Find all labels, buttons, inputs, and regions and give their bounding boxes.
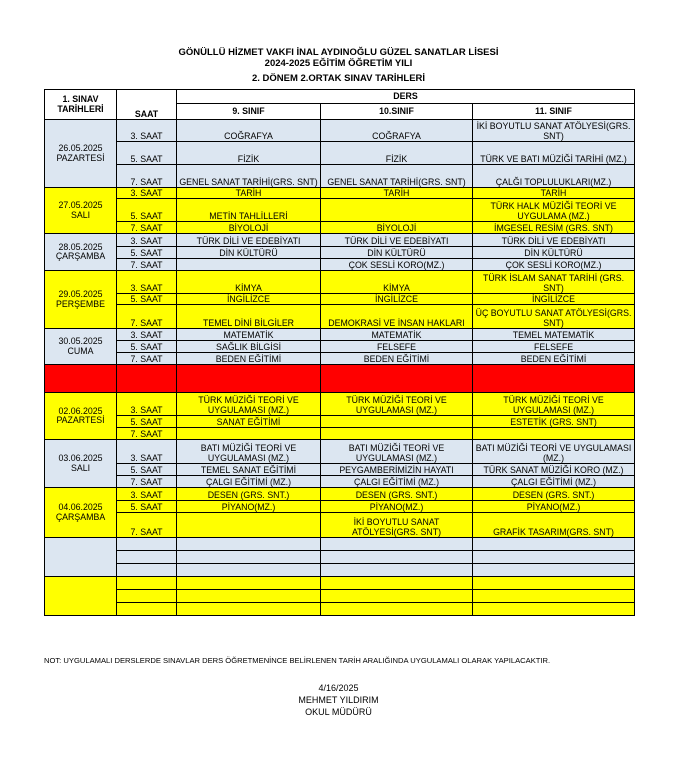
exam-weekday: PAZARTESİ xyxy=(56,415,105,425)
grade-11-cell: TARİH xyxy=(473,188,635,199)
grade-9-cell: TÜRK MÜZİĞİ TEORİ VE UYGULAMASI (MZ.) xyxy=(177,393,321,416)
grade-10-cell: ÇOK SESLİ KORO(MZ.) xyxy=(321,259,473,271)
period-cell: 7. SAAT xyxy=(117,353,177,365)
grade-11-cell xyxy=(473,577,635,590)
table-row xyxy=(45,294,635,305)
period-cell: 3. SAAT xyxy=(117,120,177,142)
grade-11-cell: TÜRK MÜZİĞİ TEORİ VE UYGULAMASI (MZ.) xyxy=(473,393,635,416)
table-row xyxy=(45,564,635,577)
grade-9-cell: TÜRK DİLİ VE EDEBİYATI xyxy=(177,234,321,247)
grade-10-cell: TÜRK DİLİ VE EDEBİYATI xyxy=(321,234,473,247)
exam-date: 27.05.2025 xyxy=(58,200,103,210)
table-row xyxy=(45,428,635,440)
table-row xyxy=(45,590,635,603)
period-cell: 7. SAAT xyxy=(117,165,177,188)
exam-date-cell xyxy=(45,488,117,538)
exam-weekday: PAZARTESİ xyxy=(56,152,105,163)
grade-11-cell xyxy=(473,365,635,393)
grade-11-cell: BATI MÜZİĞİ TEORİ VE UYGULAMASI (MZ.) xyxy=(473,440,635,464)
period-cell: 7. SAAT xyxy=(117,476,177,488)
exam-weekday: ÇARŞAMBA xyxy=(55,251,106,261)
grade-11-cell: ÜÇ BOYUTLU SANAT ATÖLYESİ(GRS. SNT) xyxy=(473,305,635,329)
period-cell: 3. SAAT xyxy=(117,440,177,464)
period-cell: 3. SAAT xyxy=(117,234,177,247)
grade-10-cell: TÜRK MÜZİĞİ TEORİ VE UYGULAMASI (MZ.) xyxy=(321,393,473,416)
table-row xyxy=(45,501,635,513)
grade-11-cell xyxy=(473,428,635,440)
grade-11-cell xyxy=(473,538,635,551)
grade-11-cell: TÜRK İSLAM SANAT TARİHİ (GRS. SNT) xyxy=(473,271,635,294)
exam-date-cell xyxy=(45,577,117,616)
period-cell: 5. SAAT xyxy=(117,199,177,222)
exam-date: 28.05.2025 xyxy=(58,241,103,252)
grade-10-cell: TARİH xyxy=(321,188,473,199)
schedule-body xyxy=(45,120,635,616)
exam-date-cell xyxy=(45,234,117,271)
grade-9-cell xyxy=(177,513,321,538)
header-period: SAAT xyxy=(117,90,177,120)
grade-10-cell xyxy=(321,603,473,616)
grade-10-cell: FİZİK xyxy=(321,142,473,165)
grade-11-cell: ÇALGI EĞİTİMİ (MZ.) xyxy=(473,476,635,488)
grade-9-cell: SANAT EĞİTİMİ xyxy=(177,416,321,428)
table-row xyxy=(45,476,635,488)
exam-date: 02.06.2025 xyxy=(58,405,103,416)
period-cell: 7. SAAT xyxy=(117,513,177,538)
table-row xyxy=(45,142,635,165)
grade-9-cell: COĞRAFYA xyxy=(177,120,321,142)
exam-weekday: SALI xyxy=(70,462,91,473)
table-row xyxy=(45,305,635,329)
table-row xyxy=(45,247,635,259)
header-exam-dates: 1. SINAV TARİHLERİ xyxy=(45,90,117,120)
table-row xyxy=(45,165,635,188)
grade-10-cell: GENEL SANAT TARİHİ(GRS. SNT) xyxy=(321,165,473,188)
grade-10-cell xyxy=(321,551,473,564)
grade-10-cell: BATI MÜZİĞİ TEORİ VE UYGULAMASI (MZ.) xyxy=(321,440,473,464)
grade-9-cell xyxy=(177,603,321,616)
grade-11-cell: ÇALĞI TOPLULUKLARI(MZ.) xyxy=(473,165,635,188)
exam-date-cell xyxy=(45,120,117,188)
table-row xyxy=(45,577,635,590)
grade-9-cell xyxy=(177,365,321,393)
footnote: NOT: UYGULAMALI DERSLERDE SINAVLAR DERS ÖĞRETMENİNCE BELİRLENEN TARİH ARALIĞINDA UYGULAMALI OLARAK YAPILACAKTIR. xyxy=(44,656,551,665)
grade-11-cell: ESTETİK (GRS. SNT) xyxy=(473,416,635,428)
table-row xyxy=(45,440,635,464)
grade-9-cell: TEMEL SANAT EĞİTİMİ xyxy=(177,464,321,476)
exam-weekday: ÇARŞAMBA xyxy=(55,511,106,522)
header-grade-10: 10.SINIF xyxy=(321,104,473,120)
exam-date: 29.05.2025 xyxy=(58,289,103,299)
grade-10-cell: DESEN (GRS. SNT.) xyxy=(321,488,473,501)
period-cell: 5. SAAT xyxy=(117,247,177,259)
grade-10-cell: İKİ BOYUTLU SANAT ATÖLYESİ(GRS. SNT) xyxy=(321,513,473,538)
grade-10-cell xyxy=(321,538,473,551)
period-cell: 7. SAAT xyxy=(117,428,177,440)
header-grade-9: 9. SINIF xyxy=(177,104,321,120)
table-row xyxy=(45,234,635,247)
grade-9-cell: MATEMATİK xyxy=(177,329,321,341)
period-cell xyxy=(117,365,177,393)
exam-date-cell xyxy=(45,538,117,577)
grade-11-cell: TÜRK SANAT MÜZİĞİ KORO (MZ.) xyxy=(473,464,635,476)
table-row xyxy=(45,329,635,341)
grade-10-cell: BEDEN EĞİTİMİ xyxy=(321,353,473,365)
period-cell: 3. SAAT xyxy=(117,271,177,294)
grade-9-cell xyxy=(177,564,321,577)
grade-10-cell xyxy=(321,199,473,222)
grade-9-cell: İNGİLİZCE xyxy=(177,294,321,305)
grade-11-cell: TÜRK DİLİ VE EDEBİYATI xyxy=(473,234,635,247)
signature-date: 4/16/2025 xyxy=(318,683,359,693)
grade-11-cell: TEMEL MATEMATİK xyxy=(473,329,635,341)
grade-11-cell: İMGESEL RESİM (GRS. SNT) xyxy=(473,222,635,234)
principal-title: OKUL MÜDÜRÜ xyxy=(305,707,372,717)
grade-11-cell: ÇOK SESLİ KORO(MZ.) xyxy=(473,259,635,271)
grade-10-cell xyxy=(321,365,473,393)
table-row xyxy=(45,513,635,538)
period-cell xyxy=(117,564,177,577)
table-row xyxy=(45,222,635,234)
grade-11-cell: İKİ BOYUTLU SANAT ATÖLYESİ(GRS. SNT) xyxy=(473,120,635,142)
grade-10-cell xyxy=(321,577,473,590)
exam-weekday: PERŞEMBE xyxy=(56,298,105,309)
exam-weekday: CUMA xyxy=(67,345,94,356)
grade-10-cell: İNGİLİZCE xyxy=(321,294,473,305)
grade-10-cell: COĞRAFYA xyxy=(321,120,473,142)
grade-9-cell: BİYOLOJİ xyxy=(177,222,321,234)
exam-date-cell xyxy=(45,365,117,393)
grade-9-cell: BEDEN EĞİTİMİ xyxy=(177,353,321,365)
grade-10-cell xyxy=(321,428,473,440)
period-cell: 3. SAAT xyxy=(117,188,177,199)
grade-11-cell xyxy=(473,590,635,603)
table-row xyxy=(45,488,635,501)
academic-year: 2024-2025 EĞİTİM ÖĞRETİM YILI xyxy=(264,58,413,69)
period-cell: 5. SAAT xyxy=(117,142,177,165)
period-cell: 5. SAAT xyxy=(117,294,177,305)
period-cell: 7. SAAT xyxy=(117,305,177,329)
grade-9-cell: TEMEL DİNİ BİLGİLER xyxy=(177,305,321,329)
period-cell: 3. SAAT xyxy=(117,329,177,341)
grade-11-cell: TÜRK VE BATI MÜZİĞİ TARİHİ (MZ.) xyxy=(473,142,635,165)
period-cell xyxy=(117,577,177,590)
grade-11-cell: DESEN (GRS. SNT.) xyxy=(473,488,635,501)
grade-10-cell: KİMYA xyxy=(321,271,473,294)
grade-10-cell xyxy=(321,416,473,428)
grade-10-cell: MATEMATİK xyxy=(321,329,473,341)
exam-date-cell xyxy=(45,329,117,365)
principal-name: MEHMET YILDIRIM xyxy=(298,695,379,705)
grade-10-cell: BİYOLOJİ xyxy=(321,222,473,234)
grade-11-cell: BEDEN EĞİTİMİ xyxy=(473,353,635,365)
exam-date: 03.06.2025 xyxy=(58,453,103,463)
period-cell xyxy=(117,551,177,564)
grade-9-cell xyxy=(177,577,321,590)
exam-weekday: SALI xyxy=(70,209,91,220)
period-cell: 5. SAAT xyxy=(117,501,177,513)
grade-9-cell: KİMYA xyxy=(177,271,321,294)
grade-9-cell: METİN TAHLİLLERİ xyxy=(177,199,321,222)
grade-11-cell: TÜRK HALK MÜZİĞİ TEORİ VE UYGULAMA (MZ.) xyxy=(473,199,635,222)
grade-9-cell xyxy=(177,538,321,551)
period-cell xyxy=(117,590,177,603)
exam-date-cell xyxy=(45,393,117,440)
table-row xyxy=(45,365,635,393)
table-row xyxy=(45,416,635,428)
grade-11-cell: GRAFİK TASARIM(GRS. SNT) xyxy=(473,513,635,538)
header-course: DERS xyxy=(177,90,635,104)
grade-10-cell: DEMOKRASİ VE İNSAN HAKLARI xyxy=(321,305,473,329)
grade-11-cell xyxy=(473,551,635,564)
table-row xyxy=(45,120,635,142)
grade-9-cell: SAĞLIK BİLGİSİ xyxy=(177,341,321,353)
grade-9-cell: ÇALGI EĞİTİMİ (MZ.) xyxy=(177,476,321,488)
grade-10-cell: ÇALGI EĞİTİMİ (MZ.) xyxy=(321,476,473,488)
grade-9-cell xyxy=(177,590,321,603)
grade-10-cell xyxy=(321,564,473,577)
header-grade-11: 11. SINIF xyxy=(473,104,635,120)
grade-10-cell: PEYGAMBERİMİZİN HAYATI xyxy=(321,464,473,476)
table-row xyxy=(45,188,635,199)
grade-9-cell: GENEL SANAT TARİHİ(GRS. SNT) xyxy=(177,165,321,188)
table-row xyxy=(45,551,635,564)
period-cell: 5. SAAT xyxy=(117,416,177,428)
grade-9-cell: BATI MÜZİĞİ TEORİ VE UYGULAMASI (MZ.) xyxy=(177,440,321,464)
table-row xyxy=(45,271,635,294)
period-cell: 5. SAAT xyxy=(117,464,177,476)
exam-date-cell xyxy=(45,440,117,488)
grade-9-cell: TARİH xyxy=(177,188,321,199)
grade-10-cell: DİN KÜLTÜRÜ xyxy=(321,247,473,259)
table-row xyxy=(45,199,635,222)
grade-9-cell xyxy=(177,259,321,271)
table-row xyxy=(45,393,635,416)
grade-9-cell xyxy=(177,428,321,440)
period-cell: 3. SAAT xyxy=(117,393,177,416)
grade-11-cell: PİYANO(MZ.) xyxy=(473,501,635,513)
exam-date-cell xyxy=(45,271,117,329)
school-name: GÖNÜLLÜ HİZMET VAKFI İNAL AYDINOĞLU GÜZEL SANATLAR LİSESİ xyxy=(178,47,499,58)
table-row xyxy=(45,464,635,476)
grade-10-cell xyxy=(321,590,473,603)
grade-9-cell: DESEN (GRS. SNT.) xyxy=(177,488,321,501)
grade-11-cell: İNGİLİZCE xyxy=(473,294,635,305)
period-cell: 7. SAAT xyxy=(117,259,177,271)
grade-10-cell: FELSEFE xyxy=(321,341,473,353)
document-title: 2. DÖNEM 2.ORTAK SINAV TARİHLERİ xyxy=(251,73,426,84)
grade-11-cell: DİN KÜLTÜRÜ xyxy=(473,247,635,259)
table-row xyxy=(45,259,635,271)
grade-10-cell: PİYANO(MZ.) xyxy=(321,501,473,513)
table-row xyxy=(45,538,635,551)
grade-11-cell: FELSEFE xyxy=(473,341,635,353)
period-cell: 7. SAAT xyxy=(117,222,177,234)
period-cell xyxy=(117,603,177,616)
exam-date-cell xyxy=(45,188,117,234)
exam-date: 30.05.2025 xyxy=(58,336,103,346)
period-cell xyxy=(117,538,177,551)
table-row xyxy=(45,341,635,353)
table-row xyxy=(45,603,635,616)
grade-11-cell xyxy=(473,603,635,616)
period-cell: 5. SAAT xyxy=(117,341,177,353)
table-row xyxy=(45,353,635,365)
exam-date: 26.05.2025 xyxy=(58,143,103,153)
exam-date: 04.06.2025 xyxy=(58,502,103,512)
grade-9-cell xyxy=(177,551,321,564)
exam-schedule-table xyxy=(44,89,635,616)
grade-9-cell: DİN KÜLTÜRÜ xyxy=(177,247,321,259)
grade-9-cell: PİYANO(MZ.) xyxy=(177,501,321,513)
grade-11-cell xyxy=(473,564,635,577)
period-cell: 3. SAAT xyxy=(117,488,177,501)
grade-9-cell: FİZİK xyxy=(177,142,321,165)
